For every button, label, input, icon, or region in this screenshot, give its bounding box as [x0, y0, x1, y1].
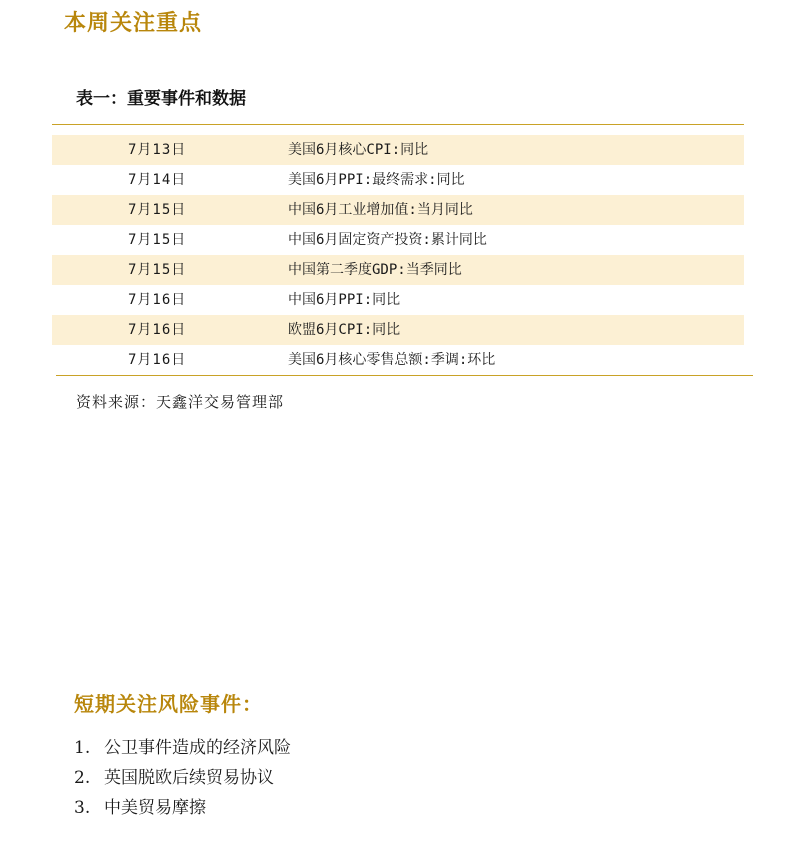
event-date: 7月16日 [128, 292, 187, 308]
section-title: 本周关注重点 [64, 10, 203, 36]
table-caption: 表一：重要事件和数据 [76, 89, 246, 109]
event-date: 7月15日 [128, 232, 187, 248]
risk-section-title: 短期关注风险事件： [74, 692, 263, 716]
list-item-text: 公卫事件造成的经济风险 [104, 738, 291, 758]
event-date: 7月16日 [128, 352, 187, 368]
list-item [74, 765, 291, 795]
list-item-number: 2. [74, 768, 91, 788]
events-table [52, 135, 744, 375]
event-date: 7月15日 [128, 262, 187, 278]
event-name: 美国6月PPI:最终需求:同比 [288, 172, 465, 188]
event-name: 欧盟6月CPI:同比 [288, 322, 401, 338]
table-row [52, 225, 744, 255]
table-row [52, 135, 744, 165]
event-name: 美国6月核心零售总额:季调:环比 [288, 352, 496, 368]
event-date: 7月15日 [128, 202, 187, 218]
risk-list [74, 735, 291, 825]
table-source: 资料来源：天鑫洋交易管理部 [76, 393, 285, 411]
event-name: 中国6月PPI:同比 [288, 292, 401, 308]
list-item [74, 795, 291, 825]
table-row [52, 255, 744, 285]
table-row [52, 315, 744, 345]
event-date: 7月16日 [128, 322, 187, 338]
list-item-number: 3. [74, 798, 91, 818]
table-top-rule [52, 124, 744, 125]
event-date: 7月13日 [128, 142, 187, 158]
event-date: 7月14日 [128, 172, 187, 188]
table-row [52, 165, 744, 195]
event-name: 中国第二季度GDP:当季同比 [288, 262, 462, 278]
table-row [52, 195, 744, 225]
list-item-text: 英国脱欧后续贸易协议 [104, 768, 274, 788]
table-row [52, 345, 744, 375]
table-row [52, 285, 744, 315]
list-item-number: 1. [74, 738, 91, 758]
list-item-text: 中美贸易摩擦 [104, 798, 206, 818]
list-item [74, 735, 291, 765]
table-bottom-rule [56, 375, 753, 376]
event-name: 美国6月核心CPI:同比 [288, 142, 429, 158]
event-name: 中国6月工业增加值:当月同比 [288, 202, 473, 218]
event-name: 中国6月固定资产投资:累计同比 [288, 232, 487, 248]
